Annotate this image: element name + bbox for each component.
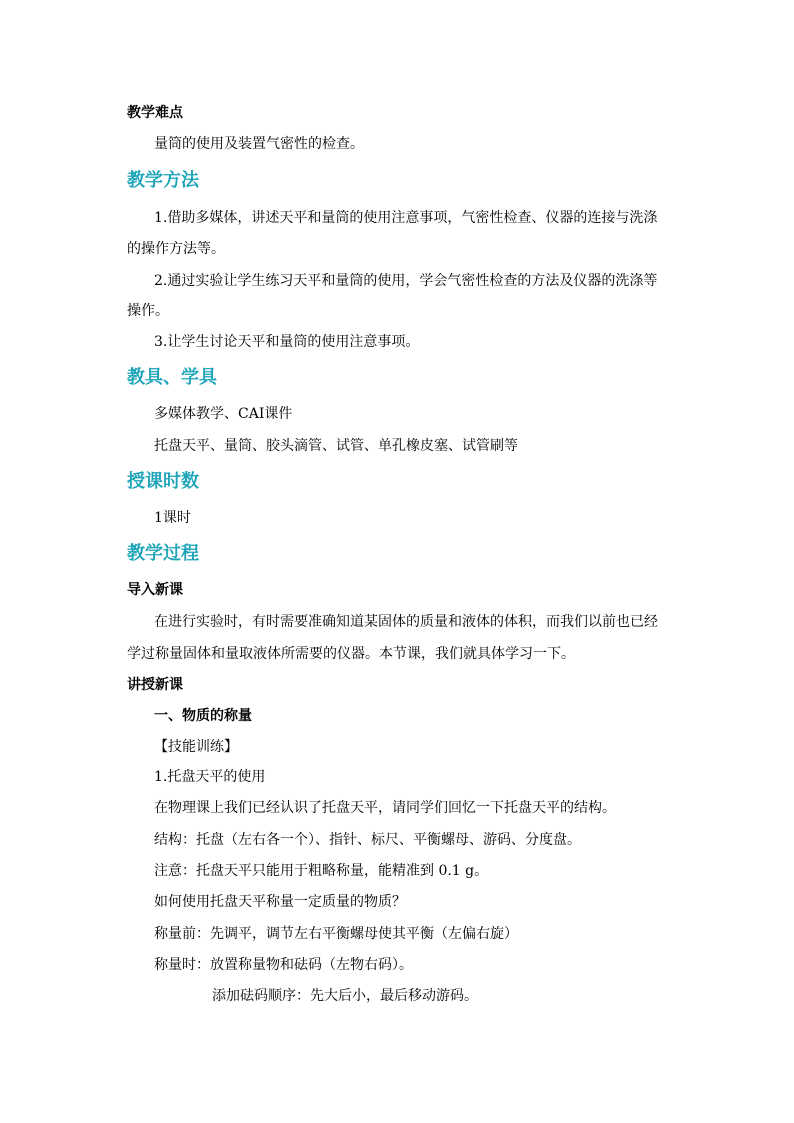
subheading-new-lesson: 讲授新课 <box>127 677 183 693</box>
paragraph: 注意：托盘天平只能用于粗略称量，能精准到 0.1 g。 <box>154 863 489 879</box>
subheading-weighing: 一、物质的称量 <box>154 708 252 724</box>
paragraph: 托盘天平、量筒、胶头滴管、试管、单孔橡皮塞、试管刷等 <box>154 438 518 454</box>
section-heading-teaching-process: 教学过程 <box>127 543 199 564</box>
paragraph: 在物理课上我们已经认识了托盘天平，请同学们回忆一下托盘天平的结构。 <box>154 800 616 816</box>
paragraph: 添加砝码顺序：先大后小，最后移动游码。 <box>212 988 478 1004</box>
paragraph: 2.通过实验让学生练习天平和量筒的使用，学会气密性检查的方法及仪器的洗涤等 <box>154 273 658 289</box>
paragraph: 如何使用托盘天平称量一定质量的物质？ <box>154 894 406 910</box>
subheading-teaching-difficulty: 教学难点 <box>127 105 183 121</box>
paragraph: 1课时 <box>154 510 191 526</box>
subheading-introduction: 导入新课 <box>127 582 183 598</box>
paragraph: 多媒体教学、CAI课件 <box>154 406 293 422</box>
paragraph: 在进行实验时，有时需要准确知道某固体的质量和液体的体积，而我们以前也已经 <box>154 614 658 630</box>
paragraph-continuation: 学过称量固体和量取液体所需要的仪器。本节课，我们就具体学习一下。 <box>127 646 575 662</box>
paragraph: 称量时：放置称量物和砝码（左物右码）。 <box>154 957 413 973</box>
paragraph: 量筒的使用及装置气密性的检查。 <box>154 136 364 152</box>
paragraph-continuation: 的操作方法等。 <box>127 241 225 257</box>
paragraph: 结构：托盘（左右各一个）、指针、标尺、平衡螺母、游码、分度盘。 <box>154 832 581 848</box>
paragraph: 称量前：先调平，调节左右平衡螺母使其平衡（左偏右旋） <box>154 926 518 942</box>
section-heading-teaching-method: 教学方法 <box>127 170 199 191</box>
section-heading-teaching-aids: 教具、学具 <box>127 367 217 388</box>
paragraph: 【技能训练】 <box>154 739 238 755</box>
paragraph-continuation: 操作。 <box>127 303 169 319</box>
paragraph: 1.借助多媒体，讲述天平和量筒的使用注意事项，气密性检查、仪器的连接与洗涤 <box>154 210 658 226</box>
paragraph: 1.托盘天平的使用 <box>154 769 266 785</box>
paragraph: 3.让学生讨论天平和量筒的使用注意事项。 <box>154 334 420 350</box>
section-heading-class-hours: 授课时数 <box>127 471 199 492</box>
